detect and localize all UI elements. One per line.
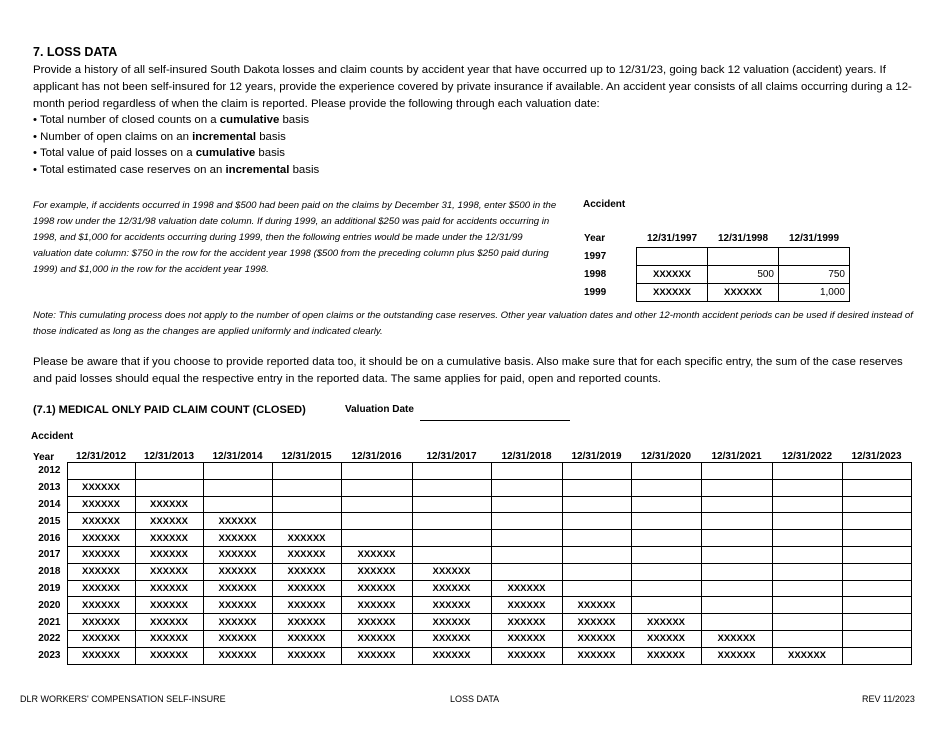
blocked-cell: XXXXXX: [67, 496, 135, 513]
valuation-column-header: 12/31/2015: [281, 451, 332, 462]
blocked-cell: XXXXXX: [272, 546, 341, 563]
entry-cell[interactable]: [701, 563, 772, 580]
blocked-cell: XXXXXX: [562, 647, 631, 664]
entry-cell[interactable]: [772, 614, 842, 631]
entry-cell[interactable]: [842, 530, 911, 547]
valuation-column-header: 12/31/2021: [711, 451, 762, 462]
entry-cell[interactable]: [701, 597, 772, 614]
blocked-cell: XXXXXX: [135, 597, 203, 614]
valuation-column-header: 12/31/2017: [426, 451, 477, 462]
example-cell: XXXXXX: [637, 266, 708, 284]
bullet-emphasis: incremental: [225, 164, 290, 176]
valuation-column-header: 12/31/2018: [501, 451, 552, 462]
blocked-cell: XXXXXX: [203, 580, 272, 597]
entry-cell[interactable]: [203, 496, 272, 513]
blocked-cell: XXXXXX: [701, 647, 772, 664]
entry-cell[interactable]: [631, 479, 701, 496]
entry-cell[interactable]: [203, 463, 272, 480]
accident-year-row: [33, 563, 911, 580]
footer-right: REV 11/2023: [862, 694, 915, 704]
entry-cell[interactable]: [772, 630, 842, 647]
entry-cell[interactable]: [701, 580, 772, 597]
accident-year-row: [33, 580, 911, 597]
entry-cell[interactable]: [272, 463, 341, 480]
entry-cell[interactable]: [631, 546, 701, 563]
entry-cell[interactable]: [772, 530, 842, 547]
valuation-column-header: 12/31/2014: [212, 451, 263, 462]
accident-year: 2018: [38, 566, 61, 578]
entry-cell[interactable]: [631, 496, 701, 513]
blocked-cell: XXXXXX: [203, 614, 272, 631]
accident-year-row: [33, 479, 911, 496]
accident-year: 2015: [38, 515, 61, 527]
bullet-text: basis: [255, 147, 285, 159]
blocked-cell: XXXXXX: [701, 630, 772, 647]
blocked-cell: XXXXXX: [341, 630, 412, 647]
example-cell[interactable]: 1,000: [779, 284, 850, 302]
example-text: For example, if accidents occurred in 1998 and $500 had been paid on the claims by December 31, 1998, enter $500 in the 1998 row under the 12/31/98 valuation date column. If during 1999, an additional $250 was paid for accidents occurring in 1998, and $1,000 for accidents occurring during 1999, then the following entries would be made under the 12/31/99 valuation date column: $750 in the row for the accident year 1998 ($500 from the preceding column plus $250 paid during 1999) and $1,000 in the row for the accident year 1998.: [33, 200, 557, 275]
entry-cell[interactable]: [562, 563, 631, 580]
blocked-cell: XXXXXX: [135, 513, 203, 530]
blocked-cell: XXXXXX: [67, 479, 135, 496]
entry-cell[interactable]: [562, 463, 631, 480]
accident-year: 2013: [38, 482, 61, 494]
bullet-text: basis: [289, 164, 320, 176]
bullet-emphasis: incremental: [192, 131, 257, 143]
entry-cell[interactable]: [67, 463, 135, 480]
blocked-cell: XXXXXX: [67, 647, 135, 664]
blocked-cell: XXXXXX: [67, 546, 135, 563]
entry-cell[interactable]: [631, 597, 701, 614]
blocked-cell: XXXXXX: [272, 614, 341, 631]
entry-cell[interactable]: [341, 496, 412, 513]
entry-cell[interactable]: [701, 614, 772, 631]
entry-cell[interactable]: [491, 513, 562, 530]
blocked-cell: XXXXXX: [341, 647, 412, 664]
bullet-text: • Total number of closed counts on a: [33, 114, 220, 126]
blocked-cell: XXXXXX: [203, 546, 272, 563]
accident-year: 2022: [38, 633, 61, 645]
accident-year: 2023: [38, 650, 61, 662]
entry-cell[interactable]: [412, 546, 491, 563]
entry-cell[interactable]: [631, 580, 701, 597]
valuation-column-header: 12/31/2016: [351, 451, 402, 462]
entry-cell[interactable]: [562, 580, 631, 597]
bullet-item: [33, 114, 309, 126]
example-year-label: Year: [584, 233, 606, 245]
entry-cell[interactable]: [272, 513, 341, 530]
entry-cell[interactable]: [562, 530, 631, 547]
valuation-date-input[interactable]: [420, 420, 570, 421]
accident-year: 2012: [38, 465, 61, 477]
blocked-cell: XXXXXX: [67, 530, 135, 547]
entry-cell[interactable]: [631, 530, 701, 547]
blocked-cell: XXXXXX: [772, 647, 842, 664]
accident-year-row: [33, 630, 911, 647]
valuation-column-header: 12/31/2020: [640, 451, 692, 462]
blocked-cell: XXXXXX: [491, 647, 562, 664]
example-cell[interactable]: [708, 248, 779, 266]
example-table: [580, 230, 850, 302]
blocked-cell: XXXXXX: [562, 597, 631, 614]
entry-cell[interactable]: [272, 479, 341, 496]
entry-cell[interactable]: [412, 513, 491, 530]
blocked-cell: XXXXXX: [272, 630, 341, 647]
blocked-cell: XXXXXX: [135, 630, 203, 647]
entry-cell[interactable]: [842, 563, 911, 580]
entry-cell[interactable]: [631, 513, 701, 530]
blocked-cell: XXXXXX: [631, 647, 701, 664]
example-cell[interactable]: 750: [779, 266, 850, 284]
blocked-cell: XXXXXX: [203, 647, 272, 664]
bullet-text: • Total value of paid losses on a: [33, 147, 196, 159]
entry-cell[interactable]: [842, 647, 911, 664]
blocked-cell: XXXXXX: [491, 580, 562, 597]
accident-year: 2014: [38, 498, 61, 510]
entry-cell[interactable]: [701, 546, 772, 563]
blocked-cell: XXXXXX: [203, 630, 272, 647]
example-cell: XXXXXX: [708, 284, 779, 302]
entry-cell[interactable]: [491, 463, 562, 480]
example-cell[interactable]: [779, 248, 850, 266]
entry-cell[interactable]: [412, 530, 491, 547]
entry-cell[interactable]: [491, 546, 562, 563]
entry-cell[interactable]: [491, 530, 562, 547]
accident-year: 2016: [38, 532, 61, 544]
blocked-cell: XXXXXX: [562, 630, 631, 647]
entry-cell[interactable]: [772, 563, 842, 580]
blocked-cell: XXXXXX: [67, 563, 135, 580]
blocked-cell: XXXXXX: [135, 647, 203, 664]
accident-year-row: [33, 513, 911, 530]
entry-cell[interactable]: [341, 513, 412, 530]
blocked-cell: XXXXXX: [203, 597, 272, 614]
entry-cell[interactable]: [842, 580, 911, 597]
entry-cell[interactable]: [701, 513, 772, 530]
blocked-cell: XXXXXX: [272, 563, 341, 580]
example-cell[interactable]: [637, 248, 708, 266]
valuation-column-header: 12/31/2022: [781, 451, 833, 462]
note-text: Note: This cumulating process does not apply to the number of open claims or the outstanding case reserves. Other year valuation dates and other 12-month accident periods can be used if desired instead of those indicated as long as the changes are applied uniformly and indicated clearly.: [33, 310, 913, 337]
valuation-column-header: 12/31/2013: [143, 451, 195, 462]
entry-cell[interactable]: [341, 463, 412, 480]
aware-text: Please be aware that if you choose to provide reported data too, it should be on a cumulative basis. Also make sure that for each specific entry, the sum of the case reserves and paid losses should equal the respective entry in the reported data. The same applies for paid, open and reported counts.: [33, 356, 903, 385]
blocked-cell: XXXXXX: [631, 614, 701, 631]
entry-cell[interactable]: [562, 546, 631, 563]
entry-cell[interactable]: [772, 479, 842, 496]
entry-cell[interactable]: [412, 496, 491, 513]
entry-cell[interactable]: [701, 530, 772, 547]
entry-cell[interactable]: [491, 563, 562, 580]
footer-left: DLR WORKERS' COMPENSATION SELF-INSURE: [20, 694, 226, 704]
bullet-text: basis: [279, 114, 310, 126]
valuation-column-header: 12/31/2023: [851, 451, 902, 462]
example-row-year: 1999: [584, 287, 607, 298]
example-cell[interactable]: 500: [708, 266, 779, 284]
entry-cell[interactable]: [842, 496, 911, 513]
blocked-cell: XXXXXX: [203, 563, 272, 580]
entry-cell[interactable]: [491, 496, 562, 513]
blocked-cell: XXXXXX: [135, 580, 203, 597]
bullet-item: [33, 164, 319, 176]
entry-cell[interactable]: [135, 463, 203, 480]
entry-cell[interactable]: [842, 630, 911, 647]
entry-cell[interactable]: [631, 463, 701, 480]
blocked-cell: XXXXXX: [135, 496, 203, 513]
accident-year-row: [33, 597, 911, 614]
bullet-emphasis: cumulative: [219, 114, 280, 126]
example-col-header: 12/31/1999: [788, 233, 840, 244]
entry-cell[interactable]: [701, 479, 772, 496]
blocked-cell: XXXXXX: [341, 580, 412, 597]
blocked-cell: XXXXXX: [491, 630, 562, 647]
bullet-item: [33, 147, 285, 159]
accident-year-row: [33, 496, 911, 513]
accident-year-row: [33, 614, 911, 631]
entry-cell[interactable]: [772, 597, 842, 614]
accident-year-row: [33, 647, 911, 664]
entry-cell[interactable]: [842, 597, 911, 614]
blocked-cell: XXXXXX: [412, 563, 491, 580]
entry-cell[interactable]: [842, 479, 911, 496]
year-label: Year: [33, 451, 55, 463]
entry-cell[interactable]: [772, 580, 842, 597]
entry-cell[interactable]: [203, 479, 272, 496]
blocked-cell: XXXXXX: [67, 513, 135, 530]
entry-cell[interactable]: [562, 496, 631, 513]
entry-cell[interactable]: [135, 479, 203, 496]
blocked-cell: XXXXXX: [341, 546, 412, 563]
entry-cell[interactable]: [772, 513, 842, 530]
accident-year: 2021: [38, 616, 61, 628]
blocked-cell: XXXXXX: [203, 513, 272, 530]
blocked-cell: XXXXXX: [272, 580, 341, 597]
accident-year-row: [33, 546, 911, 563]
blocked-cell: XXXXXX: [412, 614, 491, 631]
section-title: 7. LOSS DATA: [33, 45, 118, 59]
medical-section-title: (7.1) MEDICAL ONLY PAID CLAIM COUNT (CLOSED): [33, 404, 306, 416]
accident-year: 2020: [38, 599, 61, 611]
example-accident-label: Accident: [583, 199, 626, 210]
bullet-text: basis: [256, 131, 286, 143]
medical-loss-table: [33, 446, 912, 665]
blocked-cell: XXXXXX: [341, 597, 412, 614]
bullet-text: • Total estimated case reserves on an: [33, 164, 226, 176]
example-row-year: 1997: [584, 251, 607, 262]
example-row: [580, 248, 850, 266]
valuation-column-header: 12/31/2019: [571, 451, 622, 462]
example-col-header: 12/31/1998: [717, 233, 769, 244]
entry-cell[interactable]: [842, 463, 911, 480]
example-col-header: 12/31/1997: [646, 233, 698, 244]
blocked-cell: XXXXXX: [67, 597, 135, 614]
blocked-cell: XXXXXX: [412, 597, 491, 614]
blocked-cell: XXXXXX: [135, 614, 203, 631]
example-row: [580, 266, 850, 284]
bullet-emphasis: cumulative: [195, 147, 256, 159]
entry-cell[interactable]: [701, 463, 772, 480]
blocked-cell: XXXXXX: [412, 580, 491, 597]
blocked-cell: XXXXXX: [67, 580, 135, 597]
accident-year-row: [33, 463, 911, 480]
footer-center: LOSS DATA: [450, 694, 500, 704]
entry-cell[interactable]: [562, 513, 631, 530]
blocked-cell: XXXXXX: [491, 597, 562, 614]
bullet-item: [33, 131, 286, 143]
blocked-cell: XXXXXX: [341, 563, 412, 580]
blocked-cell: XXXXXX: [562, 614, 631, 631]
entry-cell[interactable]: [412, 479, 491, 496]
entry-cell[interactable]: [631, 563, 701, 580]
blocked-cell: XXXXXX: [491, 614, 562, 631]
accident-year: 2019: [38, 582, 61, 594]
blocked-cell: XXXXXX: [272, 647, 341, 664]
blocked-cell: XXXXXX: [135, 530, 203, 547]
intro-text: Provide a history of all self-insured South Dakota losses and claim counts by accident year that have occurred up to 12/31/23, going back 12 valuation (accident) years. If applicant has not been self-insured for 12 years, provide the experience covered by private insurance if available. An accident year consists of all claims occurring during a 12-month period regardless of when the claim is reported. Please provide the following through each valuation date:: [33, 64, 912, 110]
blocked-cell: XXXXXX: [341, 614, 412, 631]
entry-cell[interactable]: [491, 479, 562, 496]
entry-cell[interactable]: [772, 546, 842, 563]
entry-cell[interactable]: [701, 496, 772, 513]
blocked-cell: XXXXXX: [135, 563, 203, 580]
example-row: [580, 284, 850, 302]
entry-cell[interactable]: [842, 546, 911, 563]
accident-year: 2017: [38, 549, 61, 561]
bullet-text: • Number of open claims on an: [33, 131, 193, 143]
accident-label: Accident: [31, 431, 74, 442]
blocked-cell: XXXXXX: [135, 546, 203, 563]
entry-cell[interactable]: [842, 513, 911, 530]
example-row-year: 1998: [584, 269, 607, 280]
blocked-cell: XXXXXX: [272, 597, 341, 614]
entry-cell[interactable]: [562, 479, 631, 496]
entry-cell[interactable]: [272, 496, 341, 513]
valuation-date-label: Valuation Date: [345, 404, 414, 415]
blocked-cell: XXXXXX: [412, 630, 491, 647]
entry-cell[interactable]: [772, 496, 842, 513]
example-cell: XXXXXX: [637, 284, 708, 302]
blocked-cell: XXXXXX: [412, 647, 491, 664]
blocked-cell: XXXXXX: [203, 530, 272, 547]
valuation-column-header: 12/31/2012: [75, 451, 127, 462]
blocked-cell: XXXXXX: [631, 630, 701, 647]
entry-cell[interactable]: [772, 463, 842, 480]
blocked-cell: XXXXXX: [67, 614, 135, 631]
blocked-cell: XXXXXX: [67, 630, 135, 647]
entry-cell[interactable]: [412, 463, 491, 480]
accident-year-row: [33, 530, 911, 547]
entry-cell[interactable]: [341, 479, 412, 496]
blocked-cell: XXXXXX: [272, 530, 341, 547]
entry-cell[interactable]: [341, 530, 412, 547]
entry-cell[interactable]: [842, 614, 911, 631]
